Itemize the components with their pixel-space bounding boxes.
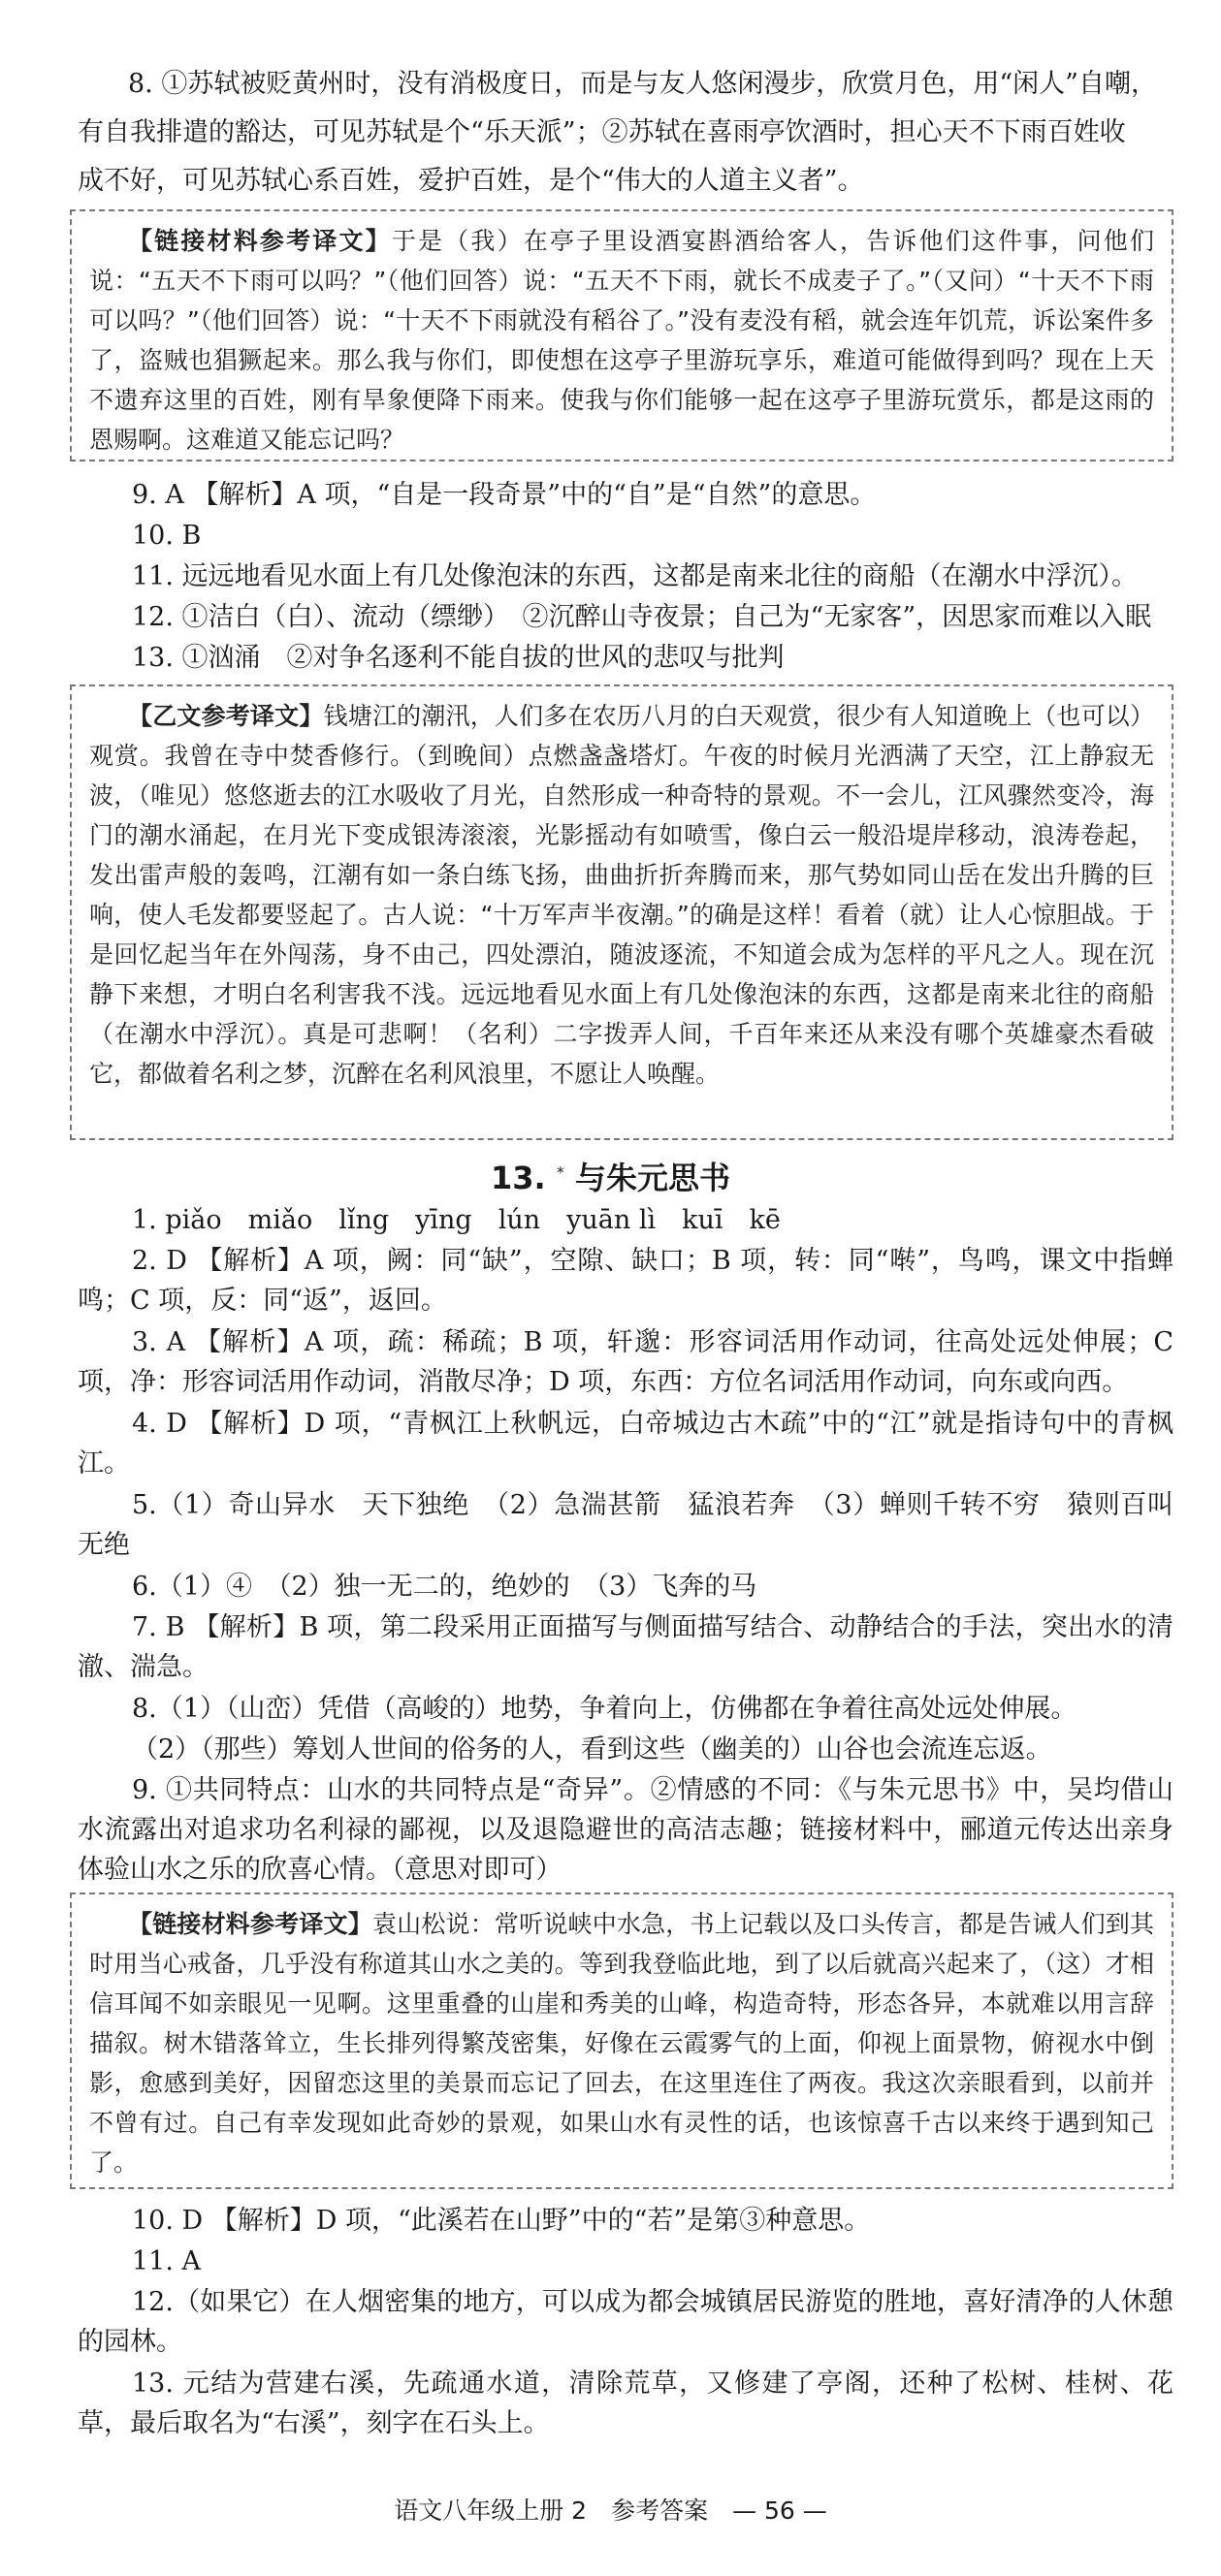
answer-11-c: 11. A [132,2246,202,2276]
box1-tag: 【链接材料参考译文】 [128,227,392,255]
box2-paragraph [89,696,1154,1094]
answer-11-a: 11. 远远地看见水面上有几处像泡沫的东西，这都是南来北往的商船（在潮水中浮沉）。 [132,561,1139,591]
answer-12-a: 12. ①洁白（白）、流动（缥缈） ②沉醉山寺夜景；自己为“无家客”，因思家而难以入眠 [132,602,1152,632]
answer-6-b: 6.（1）④ （2）独一无二的，绝妙的 （3）飞奔的马 [132,1572,757,1602]
reference-translation-box-2 [70,684,1173,1140]
answer-13-a: 13. ①汹涌 ②对争名逐利不能自拔的世风的悲叹与批判 [132,643,785,673]
lesson-number: 13. [491,1160,546,1196]
answer-4-b: 4. D 【解析】D 项，“青枫江上秋帆远，白帝城边古木疏”中的“江”就是指诗句中的青枫江。 [78,1409,1173,1479]
reference-translation-box-3 [70,1892,1173,2189]
reference-translation-box-1 [70,209,1173,461]
answer-9-a: 9. A 【解析】A 项，“自是一段奇景”中的“自”是“自然”的意思。 [132,480,877,510]
box3-tag: 【链接材料参考译文】 [128,1910,372,1938]
answer-1-b: 1. piǎo miǎo lǐng yīng lún yuān lì kuī kē [132,1205,781,1235]
answer-8-b-2: （2）（那些）筹划人世间的俗务的人，看到这些（幽美的）山谷也会流连忘返。 [132,1734,1052,1765]
box3-paragraph [89,1904,1154,2182]
box2-text: 钱塘江的潮汛，人们多在农历八月的白天观赏，很少有人知道晚上（也可以）观赏。我曾在寺中焚香修行。（到晚间）点燃盏盏塔灯。午夜的时候月光洒满了天空，江上静寂无波，（唯见）悠悠逝去的江水吸收了月光，自然形成一种奇特的景观。不一会儿，江风骤然变冷，海门的潮水涌起，在月光下变成银涛滚滚，光影摇动有如喷雪，像白云一般沿堤岸移动，浪涛卷起，发出雷声般的轰鸣，江潮有如一条白练飞扬，曲曲折折奔腾而来，那气势如同山岳在发出升腾的巨响，使人毛发都要竖起了。古人说：“十万军声半夜潮。”的确是这样！看着（就）让人心惊胆战。于是回忆起当年在外闯荡，身不由己，四处漂泊，随波逐流，不知道会成为怎样的平凡之人。现在沉静下来想，才明白名利害我不浅。远远地看见水面上有几处像泡沫的东西，这都是南来北往的商船（在潮水中浮沉）。真是可悲啊！（名利）二字拨弄人间，千百年来还从来没有哪个英雄豪杰看破它，都做着名利之梦，沉醉在名利风浪里，不愿让人唤醒。 [89,702,1154,1088]
answer-9-b: 9. ①共同特点：山水的共同特点是“奇异”。②情感的不同：《与朱元思书》中，吴均借山水流露出对追求功名利禄的鄙视，以及退隐避世的高洁志趣；链接材料中，郦道元传达出亲身体验山水之乐的欣喜心情。（意思对即可） [78,1775,1173,1885]
answer-8-b-1: 8.（1）（山峦）凭借（高峻的）地势，争着向上，仿佛都在争着往高处远处伸展。 [132,1694,1077,1724]
box3-text: 袁山松说：常听说峡中水急，书上记载以及口头传言，都是告诫人们到其时用当心戒备，几乎没有称道其山水之美的。等到我登临此地，到了以后就高兴起来了，（这）才相信耳闻不如亲眼见一见啊。这里重叠的山崖和秀美的山峰，构造奇特，形态各异，本就难以用言辞描叙。树木错落耸立，生长排列得繁茂密集，好像在云霞雾气的上面，仰视上面景物，俯视水中倒影，愈感到美好，因留恋这里的美景而忘记了回去，在这里连住了两夜。我这次亲眼看到，以前并不曾有过。自己有幸发现如此奇妙的景观，如果山水有灵性的话，也该惊喜千古以来终于遇到知己了。 [89,1910,1154,2177]
answer-12-c: 12.（如果它）在人烟密集的地方，可以成为都会城镇居民游览的胜地，喜好清净的人休憩的园林。 [78,2287,1173,2357]
answer-3-b: 3. A 【解析】A 项，疏：稀疏；B 项，轩邈：形容词活用作动词，往高处远处伸展；C 项，净：形容词活用作动词，消散尽净；D 项，东西：方位名词活用作动词，向东或向西。 [78,1327,1173,1397]
answer-13-c: 13. 元结为营建右溪，先疏通水道，清除荒草，又修建了亭阁，还种了松树、桂树、花草，最后取名为“右溪”，刻字在石头上。 [78,2369,1173,2438]
q8-line-2: 有自我排遣的豁达，可见苏轼是个“乐天派”；②苏轼在喜雨亭饮酒时，担心天不下雨百姓收 [78,117,1126,147]
answer-10-c: 10. D 【解析】D 项，“此溪若在山野”中的“若”是第③种意思。 [132,2206,871,2236]
q8-line-1: 8. ①苏轼被贬黄州时，没有消极度日，而是与友人悠闲漫步，欣赏月色，用“闲人”自嘲， [128,69,1157,99]
box1-paragraph [89,221,1154,460]
answer-7-b: 7. B 【解析】B 项，第二段采用正面描写与侧面描写结合、动静结合的手法，突出水的清澈、湍急。 [78,1612,1173,1682]
page-footer: 语文八年级上册 2 参考答案 — 56 — [394,2496,827,2525]
q8-line-3: 成不好，可见苏轼心系百姓，爱护百姓，是个“伟大的人道主义者”。 [78,166,864,196]
box2-tag: 【乙文参考译文】 [128,702,324,730]
lesson-name: 与朱元思书 [574,1160,730,1196]
answer-5-b: 5.（1）奇山异水 天下独绝 （2）急湍甚箭 猛浪若奔 （3）蝉则千转不穷 猿则百叫无绝 [78,1490,1173,1560]
answer-2-b: 2. D 【解析】A 项，阙：同“缺”，空隙、缺口；B 项，转：同“啭”，鸟鸣，课文中指蝉鸣；C 项，反：同“返”，返回。 [78,1246,1173,1316]
lesson-mark: * [556,1162,564,1182]
answer-10-a: 10. B [132,521,202,551]
lesson-title [0,1154,1221,1198]
box1-text: 于是（我）在亭子里设酒宴斟酒给客人，告诉他们这件事，问他们说：“五天不下雨可以吗？”（他们回答）说：“五天不下雨，就长不成麦子了。”（又问）“十天不下雨可以吗？”（他们回答）说：“十天不下雨就没有稻谷了。”没有麦没有稻，就会连年饥荒，诉讼案件多了，盗贼也猖獗起来。那么我与你们，即使想在这亭子里游玩享乐，难道可能做得到吗？现在上天不遗弃这里的百姓，刚有旱象便降下雨来。使我与你们能够一起在这亭子里游玩赏乐，都是这雨的恩赐啊。这难道又能忘记吗？ [89,227,1154,454]
